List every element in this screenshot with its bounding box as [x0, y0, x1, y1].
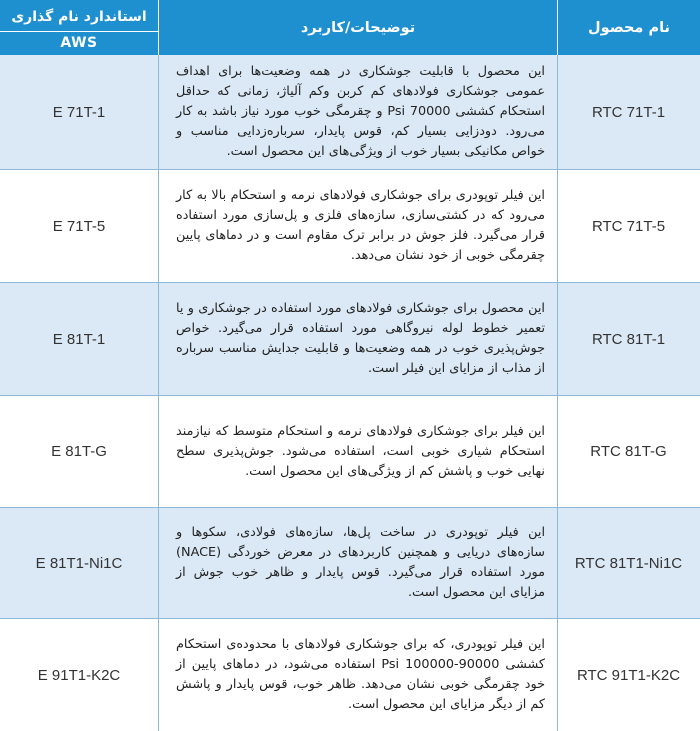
- description-cell: [158, 508, 557, 618]
- product-cell: [557, 283, 700, 395]
- aws-code-cell: [0, 170, 158, 282]
- aws-code-cell: [0, 283, 158, 395]
- aws-code-cell: [0, 619, 158, 731]
- description-cell: [158, 396, 557, 507]
- table-row: [0, 396, 700, 507]
- table-row: [0, 55, 700, 169]
- product-cell: [557, 55, 700, 169]
- description-text: این فیلر برای جوشکاری فولادهای نرمه و استحکام متوسط که نیازمند استحکام شیاری خوبی است، استفاده می‌شود. جوش‌پذیری سطح نهایی خوب و پاشش کم از ویژگی‌های این محصول است.: [176, 423, 545, 479]
- description-text: این محصول با قابلیت جوشکاری در همه وضعیت‌ها برای اهداف عمومی جوشکاری فولادهای کم کربن وکم آلیاژ، زمانی که حداقل استحکام کششی 70000 Psi و چقرمگی خوب مورد نیاز باشد به کار می‌رود. دودزایی بسیار کم، قوس پایدار، سرباره‌زدایی مناسب و خواص مکانیکی بسیار خوب از ویژگی‌های این محصول است.: [176, 64, 545, 159]
- product-name: RTC 71T-1: [591, 103, 666, 121]
- product-cell: [557, 619, 700, 731]
- description-cell: [158, 170, 557, 282]
- aws-code: E 91T1-K2C: [37, 666, 121, 684]
- aws-code-cell: [0, 508, 158, 618]
- header-aws-title: استاندارد نام گذاری: [11, 9, 147, 25]
- product-name: RTC 81T1-Ni1C: [574, 554, 683, 572]
- description-cell: [158, 619, 557, 731]
- product-name: RTC 81T-G: [590, 443, 667, 460]
- aws-code: E 81T-G: [51, 443, 107, 460]
- table-header: [0, 0, 700, 55]
- aws-code-cell: [0, 396, 158, 507]
- description-text: این فیلر توپودری برای جوشکاری فولادهای نرمه و استحکام بالا به کار می‌رود که در کشتی‌سازی، سازه‌های فلزی و پل‌سازی مورد استفاده قرار می‌گیرد. فلز جوش در برابر ترک مقاوم است و در دماهای پایین چقرمگی خوبی از خود نشان می‌دهد.: [176, 188, 545, 263]
- table-row: [0, 283, 700, 395]
- description-text: این فیلر توپودری، که برای جوشکاری فولادهای با محدوده‌ی استحکام کششی 90000-100000 Psi استفاده می‌شود، در دماهای پایین از خود چقرمگی خوبی نشان می‌دهد. ظاهر خوب، قوس پایدار و پاشش کم از دیگر مزایای این محصول است.: [176, 637, 545, 712]
- description-cell: [158, 55, 557, 169]
- aws-code-cell: [0, 55, 158, 169]
- column-divider: [158, 55, 159, 731]
- header-aws-cell: [0, 0, 158, 55]
- description-text: این محصول برای جوشکاری فولادهای مورد استفاده در جوشکاری و یا تعمیر خطوط لوله نیروگاهی مورد استفاده قرار می‌گیرد. خواص جوش‌پذیری خوب در همه وضعیت‌ها و قابلیت جدایش مناسب سرباره از مذاب از مزایای این فیلر است.: [176, 301, 545, 376]
- header-description: توضیحات/کاربرد: [158, 0, 557, 55]
- product-cell: [557, 508, 700, 618]
- product-cell: [557, 396, 700, 507]
- table-row: [0, 619, 700, 731]
- table-row: [0, 170, 700, 282]
- aws-code: E 71T-1: [52, 103, 106, 121]
- aws-code: E 81T1-Ni1C: [35, 554, 123, 572]
- header-aws-sub: AWS: [0, 31, 158, 54]
- product-name: RTC 81T-1: [591, 330, 666, 348]
- product-name: RTC 71T-5: [591, 217, 666, 235]
- product-name: RTC 91T1-K2C: [576, 666, 681, 684]
- table-row: [0, 508, 700, 618]
- column-divider: [557, 55, 558, 731]
- aws-code: E 81T-1: [52, 330, 106, 348]
- description-text: این فیلر توپودری در ساخت پل‌ها، سازه‌های فولادی، سکوها و سازه‌های دریایی و همچنین کاربردهای در معرض خوردگی (NACE) مورد استفاده قرار می‌گیرد. قوس پایدار و ظاهر خوب جوش از مزایای این محصول است.: [176, 525, 545, 600]
- aws-code: E 71T-5: [52, 217, 106, 235]
- product-cell: [557, 170, 700, 282]
- description-cell: [158, 283, 557, 395]
- header-product: نام محصول: [557, 0, 700, 55]
